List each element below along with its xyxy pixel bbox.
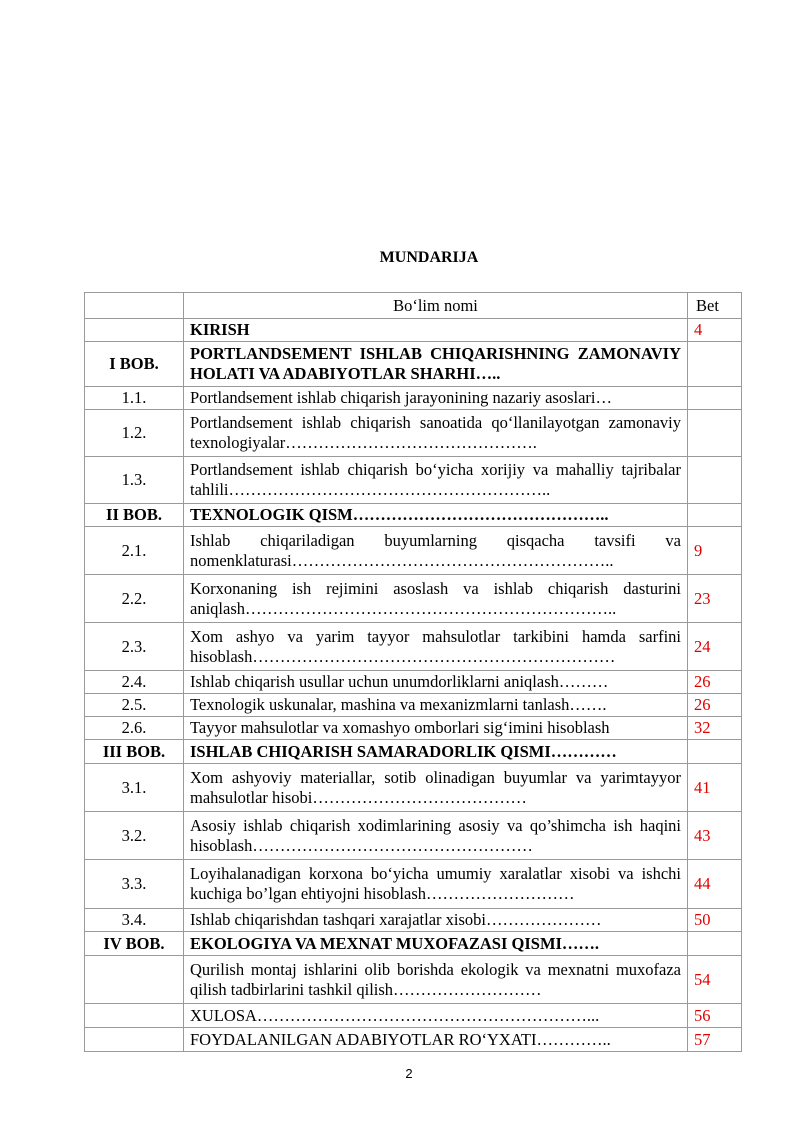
section-page-number: 26 (688, 671, 742, 694)
section-number: 3.1. (85, 764, 184, 812)
section-page-number: 26 (688, 694, 742, 717)
section-number (85, 956, 184, 1004)
table-row (85, 504, 742, 527)
section-page-number (688, 504, 742, 527)
table-row (85, 387, 742, 410)
section-number: 3.3. (85, 860, 184, 909)
chapter-number: III BOB. (85, 740, 184, 764)
section-page-number: 43 (688, 812, 742, 860)
section-title: Portlandsement ishlab chiqarish bo‘yicha xorijiy va mahalliy tajribalar tahlili………………………………………………….. (184, 457, 688, 504)
section-number (85, 1004, 184, 1028)
section-title: Ishlab chiqarish usullar uchun unumdorliklarni aniqlash……… (184, 671, 688, 694)
table-row (85, 909, 742, 932)
section-title: Xom ashyoviy materiallar, sotib olinadigan buyumlar va yarimtayyor mahsulotlar hisobi………………………………… (184, 764, 688, 812)
section-title: Ishlab chiqarishdan tashqari xarajatlar xisobi………………… (184, 909, 688, 932)
section-page-number: 9 (688, 527, 742, 575)
section-number: 3.4. (85, 909, 184, 932)
section-title: Portlandsement ishlab chiqarish jarayonining nazariy asoslari… (184, 387, 688, 410)
chapter-title: PORTLANDSEMENT ISHLAB CHIQARISHNING ZAMONAVIY HOLATI VA ADABIYOTLAR SHARHI….. (184, 342, 688, 387)
section-title: Texnologik uskunalar, mashina va mexanizmlarni tanlash……. (184, 694, 688, 717)
section-page-number: 50 (688, 909, 742, 932)
section-title: Loyihalanadigan korxona bo‘yicha umumiy xaralatlar xisobi va ishchi kuchiga bo’lgan ehtiyojni hisoblash……………………… (184, 860, 688, 909)
table-row (85, 932, 742, 956)
chapter-number (85, 319, 184, 342)
table-of-contents (84, 292, 742, 1052)
table-row (85, 694, 742, 717)
section-title: Korxonaning ish rejimini asoslash va ishlab chiqarish dasturini aniqlash………………………………………………………….. (184, 575, 688, 623)
header-page: Bet (688, 293, 742, 319)
table-row (85, 764, 742, 812)
section-page-number: 24 (688, 623, 742, 671)
section-number: 1.2. (85, 410, 184, 457)
table-row (85, 1028, 742, 1052)
chapter-title: EKOLOGIYA VA MEXNAT MUXOFAZASI QISMI……. (184, 932, 688, 956)
section-page-number (688, 342, 742, 387)
table-row (85, 1004, 742, 1028)
table-header-row (85, 293, 742, 319)
section-number: 2.5. (85, 694, 184, 717)
section-page-number: 54 (688, 956, 742, 1004)
page-number: 2 (405, 1066, 413, 1081)
table-row (85, 740, 742, 764)
section-page-number: 44 (688, 860, 742, 909)
section-number: 2.6. (85, 717, 184, 740)
table-row (85, 956, 742, 1004)
section-page-number: 57 (688, 1028, 742, 1052)
section-number: 2.3. (85, 623, 184, 671)
table-row (85, 860, 742, 909)
section-number: 2.2. (85, 575, 184, 623)
header-number (85, 293, 184, 319)
table-row (85, 410, 742, 457)
section-page-number: 23 (688, 575, 742, 623)
section-page-number (688, 932, 742, 956)
section-page-number (688, 410, 742, 457)
table-row (85, 623, 742, 671)
section-page-number (688, 457, 742, 504)
header-section-name: Bo‘lim nomi (184, 293, 688, 319)
table-row (85, 457, 742, 504)
table-row (85, 319, 742, 342)
chapter-title: ISHLAB CHIQARISH SAMARADORLIK QISMI………… (184, 740, 688, 764)
section-page-number (688, 387, 742, 410)
section-title: Qurilish montaj ishlarini olib borishda ekologik va mexnatni muxofaza qilish tadbirlarini tashkil qilish……………………… (184, 956, 688, 1004)
section-page-number: 41 (688, 764, 742, 812)
chapter-title: KIRISH (184, 319, 688, 342)
section-title: FOYDALANILGAN ADABIYOTLAR RO‘YXATI………….. (184, 1028, 688, 1052)
page-title: MUNDARIJA (379, 249, 479, 266)
section-title: Ishlab chiqariladigan buyumlarning qisqacha tavsifi va nomenklaturasi………………………………………………….. (184, 527, 688, 575)
section-number: 1.1. (85, 387, 184, 410)
table-row (85, 527, 742, 575)
section-number: 2.1. (85, 527, 184, 575)
section-page-number: 32 (688, 717, 742, 740)
section-title: Portlandsement ishlab chiqarish sanoatida qo‘llanilayotgan zamonaviy texnologiyalar………………………………………. (184, 410, 688, 457)
table-row (85, 575, 742, 623)
table-row (85, 671, 742, 694)
section-page-number: 4 (688, 319, 742, 342)
chapter-number: IV BOB. (85, 932, 184, 956)
section-number (85, 1028, 184, 1052)
chapter-number: I BOB. (85, 342, 184, 387)
section-title: Asosiy ishlab chiqarish xodimlarining asosiy va qo’shimcha ish haqini hisoblash…………………………………………… (184, 812, 688, 860)
section-number: 2.4. (85, 671, 184, 694)
section-title: Tayyor mahsulotlar va xomashyo omborlari sig‘imini hisoblash (184, 717, 688, 740)
chapter-number: II BOB. (85, 504, 184, 527)
table-row (85, 717, 742, 740)
section-title: XULOSA……………………………………………………... (184, 1004, 688, 1028)
table-row (85, 342, 742, 387)
table-row (85, 812, 742, 860)
section-page-number: 56 (688, 1004, 742, 1028)
section-page-number (688, 740, 742, 764)
section-title: Xom ashyo va yarim tayyor mahsulotlar tarkibini hamda sarfini hisoblash………………………………………………………… (184, 623, 688, 671)
chapter-title: TEXNOLOGIK QISM……………………………………….. (184, 504, 688, 527)
section-number: 1.3. (85, 457, 184, 504)
section-number: 3.2. (85, 812, 184, 860)
